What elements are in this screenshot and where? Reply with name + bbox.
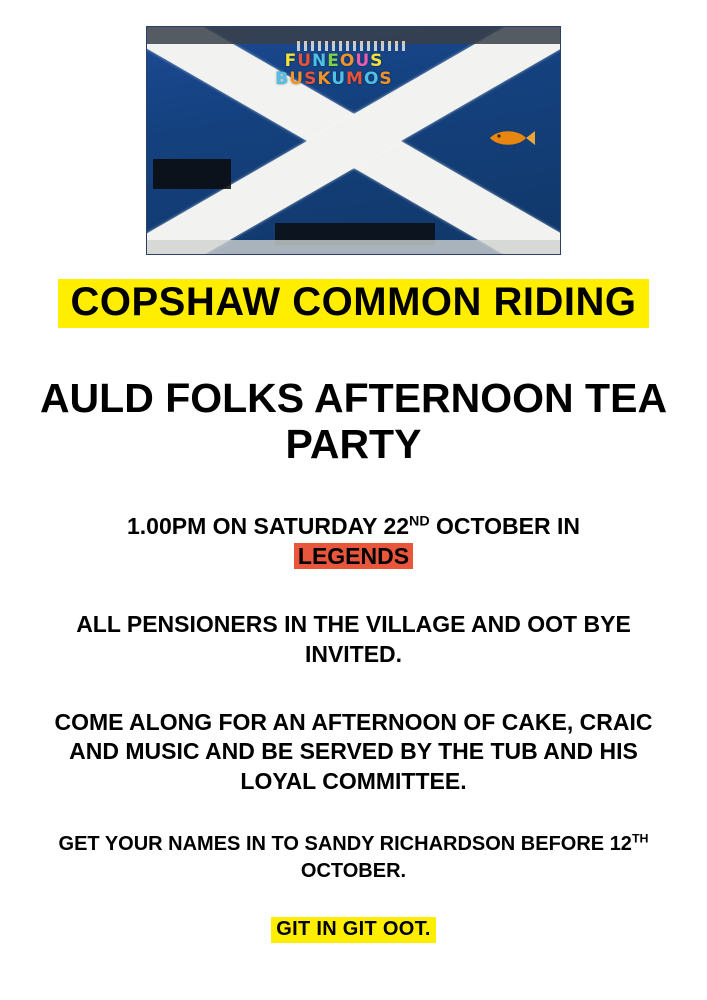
event-date-ordinal: ND	[409, 513, 430, 530]
invite-text: ALL PENSIONERS IN THE VILLAGE AND OOT BYE INVITED.	[76, 610, 631, 667]
photo-dark-patch-left	[153, 159, 231, 189]
body-text: COME ALONG FOR AN AFTERNOON OF CAKE, CRAIC AND MUSIC AND BE SERVED BY THE TUB AND HIS LOYAL COMMITTEE.	[54, 708, 653, 795]
rsvp-text	[34, 831, 674, 885]
rsvp-ordinal: TH	[631, 831, 649, 846]
photo-banner-text	[239, 53, 429, 89]
photo-bottom-band	[147, 240, 560, 254]
photo-banner-line-1: FUNEOUS	[284, 51, 384, 71]
rsvp-prefix: GET YOUR NAMES IN TO SANDY RICHARDSON BEFORE 12	[58, 833, 632, 856]
venue-highlight: LEGENDS	[294, 543, 413, 569]
rsvp-suffix: OCTOBER.	[300, 860, 407, 883]
page-title: COPSHAW COMMON RIDING	[58, 279, 648, 328]
saltire-flag-photo	[146, 26, 561, 255]
event-time-and-place	[127, 512, 580, 572]
headline: AULD FOLKS AFTERNOON TEA PARTY	[39, 375, 668, 468]
photo-bunting-icon	[297, 41, 407, 51]
footer-slogan: GIT IN GIT OOT.	[271, 917, 436, 943]
fish-icon	[488, 127, 536, 149]
event-time-suffix: OCTOBER IN	[429, 513, 581, 539]
photo-banner-line-2: BUSKUMOS	[275, 68, 393, 89]
event-time-prefix: 1.00PM ON SATURDAY 22	[126, 513, 410, 539]
